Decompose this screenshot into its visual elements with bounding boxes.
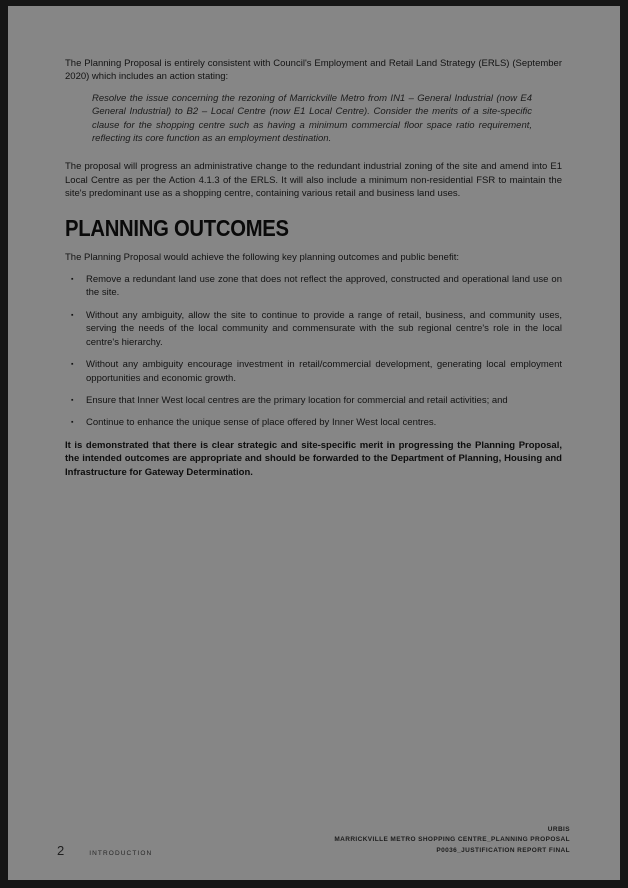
bullet-icon: ▪: [71, 419, 74, 427]
bullet-icon: ▪: [71, 396, 74, 404]
bullet-icon: ▪: [71, 276, 74, 284]
bullet-text: Ensure that Inner West local centres are the primary location for commercial and retail activities; and: [86, 394, 508, 406]
footer-brand: URBIS: [547, 825, 570, 833]
outcomes-intro-paragraph: The Planning Proposal would achieve the following key planning outcomes and public benefit:: [65, 251, 459, 263]
footer-section-label: INTRODUCTION: [89, 850, 153, 857]
section-heading: PLANNING OUTCOMES: [65, 214, 289, 241]
footer-right: [334, 825, 570, 857]
page-content: [65, 57, 562, 479]
bullet-text: Continue to enhance the unique sense of place offered by Inner West local centres.: [86, 417, 437, 429]
proposal-paragraph: The proposal will progress an administrative change to the redundant industrial zoning of the site and amend into E1 Local Centre as per the Action 4.1.3 of the ERLS. It will also include a minimum non-residential FSR to maintain the site's predominant use as a shopping centre, containing various retail and business land uses.: [65, 161, 562, 200]
bullet-icon: ▪: [71, 311, 74, 319]
footer-left: [57, 843, 152, 858]
list-item: [65, 273, 562, 300]
page-number: 2: [57, 843, 65, 858]
footer-document-title: MARRICKVILLE METRO SHOPPING CENTRE_PLANNING PROPOSAL: [334, 836, 570, 843]
list-item: [65, 394, 562, 407]
list-item: [65, 416, 562, 429]
list-item: [65, 358, 562, 385]
strategy-action-quote: Resolve the issue concerning the rezoning of Marrickville Metro from IN1 – General Industrial (now E4 General Industrial) to B2 – Local Centre (now E1 Local Centre). Consider the merits of a site-specific clause for the shopping centre such as having a minimum commercial floor space ratio requirement, reflecting its core function as an employment destination.: [92, 92, 532, 145]
closing-paragraph: It is demonstrated that there is clear strategic and site-specific merit in progressing the Planning Proposal, the intended outcomes are appropriate and should be forwarded to the Department of Planning, Housing and Infrastructure for Gateway Determination.: [65, 439, 562, 478]
footer-file-reference: P0036_JUSTIFICATION REPORT FINAL: [436, 846, 570, 854]
bullet-text: Without any ambiguity, allow the site to continue to provide a range of retail, business, and community uses, serving the needs of the local community and commensurate with the sub regional centre's role in the local centre's hierarchy.: [86, 309, 562, 348]
document-page: [8, 6, 620, 880]
bullet-icon: ▪: [71, 361, 74, 369]
outcomes-list: [65, 273, 562, 430]
bullet-text: Without any ambiguity encourage investment in retail/commercial development, generating local employment opportunities and economic growth.: [86, 359, 562, 384]
intro-paragraph: The Planning Proposal is entirely consistent with Council's Employment and Retail Land Strategy (ERLS) (September 2020) which includes an action stating:: [65, 58, 562, 83]
list-item: [65, 309, 562, 349]
bullet-text: Remove a redundant land use zone that does not reflect the approved, constructed and operational land use on the site.: [86, 274, 562, 299]
